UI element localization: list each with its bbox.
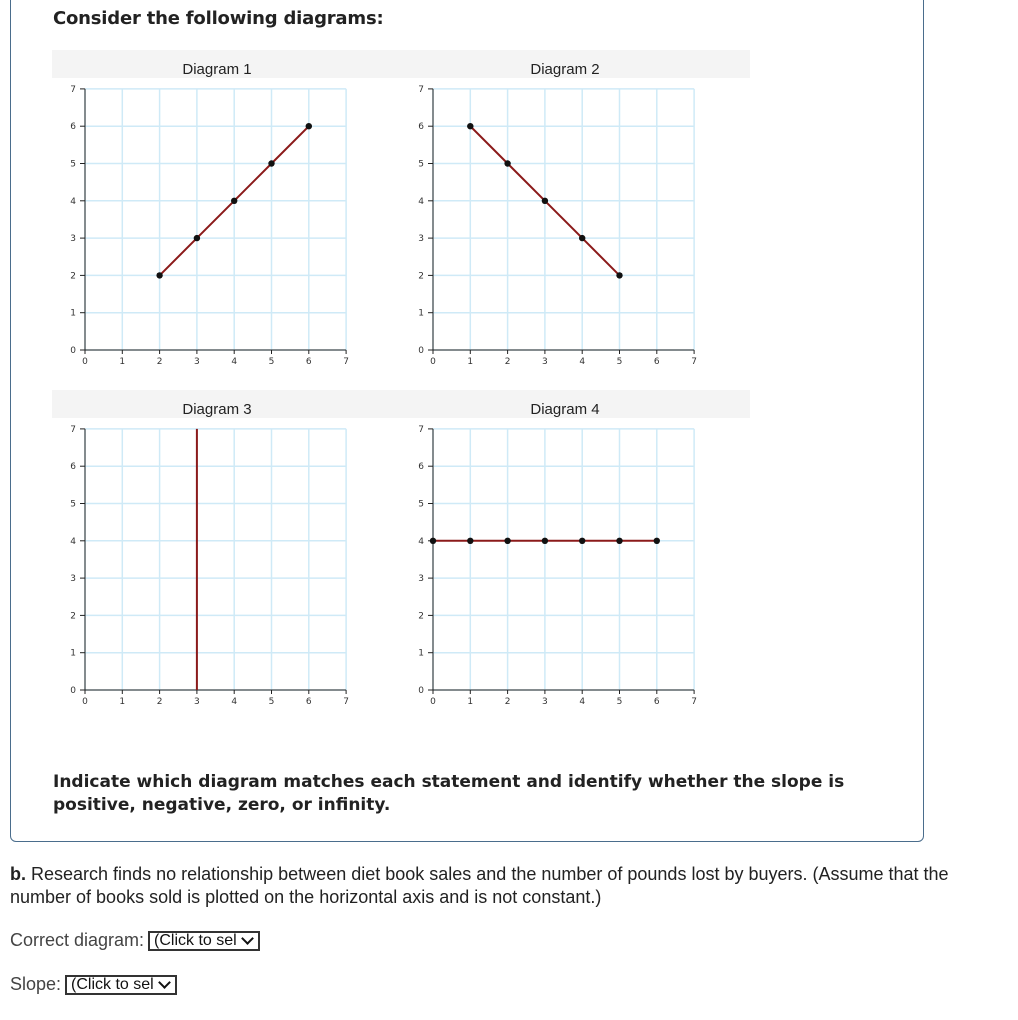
x-tick-label: 3 <box>194 697 200 707</box>
x-tick-label: 0 <box>430 697 436 707</box>
y-tick-label: 1 <box>418 308 424 319</box>
y-tick-label: 6 <box>418 122 424 133</box>
x-tick-label: 2 <box>156 357 163 367</box>
x-tick-label: 2 <box>156 697 163 707</box>
diagram-title: Diagram 4 <box>530 401 600 418</box>
y-tick-label: 6 <box>418 462 424 473</box>
data-point <box>654 538 660 544</box>
x-tick-label: 2 <box>504 357 511 367</box>
x-tick-label: 5 <box>616 697 623 707</box>
diagram-title: Diagram 3 <box>182 401 252 418</box>
y-tick-label: 5 <box>70 499 76 510</box>
y-tick-label: 0 <box>70 686 76 696</box>
diagram-select-value: (Click to sel <box>154 931 237 949</box>
y-tick-label: 4 <box>70 196 76 207</box>
slope-select-value: (Click to sel <box>71 975 154 993</box>
data-point <box>504 160 510 166</box>
x-tick-label: 1 <box>467 697 474 707</box>
data-point <box>579 538 585 544</box>
y-tick-label: 3 <box>418 234 424 245</box>
question-part-label: b. <box>10 864 26 884</box>
x-tick-label: 6 <box>653 697 660 707</box>
y-tick-label: 4 <box>70 536 76 547</box>
slope-label: Slope: <box>10 974 62 994</box>
data-point <box>430 538 436 544</box>
x-tick-label: 3 <box>194 357 200 367</box>
slope-answer-row <box>10 974 177 995</box>
y-tick-label: 6 <box>70 122 76 133</box>
x-tick-label: 5 <box>268 697 275 707</box>
x-tick-label: 6 <box>653 357 660 367</box>
y-tick-label: 4 <box>418 536 424 547</box>
data-point <box>306 123 312 129</box>
y-tick-label: 7 <box>418 424 424 435</box>
x-tick-label: 2 <box>504 697 511 707</box>
x-tick-label: 0 <box>430 357 436 367</box>
diagram-4-chart <box>400 390 746 720</box>
data-point <box>616 272 622 278</box>
x-tick-label: 6 <box>305 697 312 707</box>
diagram-1-chart <box>52 50 398 380</box>
x-tick-label: 0 <box>82 697 88 707</box>
data-point <box>542 538 548 544</box>
question-body: Research finds no relationship between diet book sales and the number of pounds lost by buyers. (Assume that the number of books sold is plotted on the horizontal axis and is not constant.) <box>10 864 949 907</box>
data-point <box>194 235 200 241</box>
instruction-text: Indicate which diagram matches each statement and identify whether the slope is positive, negative, zero, or infinity. <box>53 772 845 815</box>
data-point <box>156 272 162 278</box>
x-tick-label: 7 <box>343 357 349 367</box>
slope-select[interactable] <box>65 975 177 995</box>
y-tick-label: 5 <box>418 499 424 510</box>
y-tick-label: 3 <box>70 234 76 245</box>
diagram-svg <box>52 50 398 380</box>
x-tick-label: 3 <box>542 357 548 367</box>
y-tick-label: 7 <box>70 424 76 435</box>
x-tick-label: 1 <box>119 357 126 367</box>
diagram-label: Correct diagram: <box>10 930 145 950</box>
y-tick-label: 5 <box>418 159 424 170</box>
y-tick-label: 2 <box>418 611 424 622</box>
x-tick-label: 4 <box>579 357 586 367</box>
data-point <box>616 538 622 544</box>
y-tick-label: 5 <box>70 159 76 170</box>
x-tick-label: 7 <box>691 357 697 367</box>
y-tick-label: 1 <box>70 648 76 659</box>
chevron-down-icon <box>241 932 254 945</box>
x-tick-label: 3 <box>542 697 548 707</box>
x-tick-label: 1 <box>467 357 474 367</box>
data-point <box>231 198 237 204</box>
data-point <box>467 123 473 129</box>
diagram-answer-row <box>10 930 260 951</box>
data-point <box>467 538 473 544</box>
y-tick-label: 0 <box>418 686 424 696</box>
x-tick-label: 1 <box>119 697 126 707</box>
question-text <box>10 863 970 909</box>
y-tick-label: 2 <box>70 271 76 282</box>
heading: Consider the following diagrams: <box>53 8 384 29</box>
x-tick-label: 7 <box>343 697 349 707</box>
x-tick-label: 0 <box>82 357 88 367</box>
y-tick-label: 6 <box>70 462 76 473</box>
y-tick-label: 7 <box>70 84 76 95</box>
diagram-3-chart <box>52 390 398 720</box>
y-tick-label: 0 <box>70 346 76 356</box>
x-tick-label: 6 <box>305 357 312 367</box>
y-tick-label: 4 <box>418 196 424 207</box>
x-tick-label: 5 <box>268 357 275 367</box>
data-point <box>542 198 548 204</box>
x-tick-label: 4 <box>231 357 238 367</box>
chevron-down-icon <box>158 976 171 989</box>
diagram-svg <box>52 390 398 720</box>
diagram-svg <box>400 390 746 720</box>
y-tick-label: 2 <box>70 611 76 622</box>
data-point <box>504 538 510 544</box>
diagram-title: Diagram 2 <box>530 61 600 78</box>
y-tick-label: 7 <box>418 84 424 95</box>
x-tick-label: 4 <box>579 697 586 707</box>
x-tick-label: 4 <box>231 697 238 707</box>
x-tick-label: 7 <box>691 697 697 707</box>
y-tick-label: 0 <box>418 346 424 356</box>
y-tick-label: 2 <box>418 271 424 282</box>
y-tick-label: 1 <box>70 308 76 319</box>
y-tick-label: 3 <box>418 574 424 585</box>
data-point <box>268 160 274 166</box>
x-tick-label: 5 <box>616 357 623 367</box>
diagram-2-chart <box>400 50 746 380</box>
diagram-select[interactable] <box>148 931 260 951</box>
y-tick-label: 1 <box>418 648 424 659</box>
diagram-svg <box>400 50 746 380</box>
data-point <box>579 235 585 241</box>
y-tick-label: 3 <box>70 574 76 585</box>
diagram-title: Diagram 1 <box>182 61 252 78</box>
